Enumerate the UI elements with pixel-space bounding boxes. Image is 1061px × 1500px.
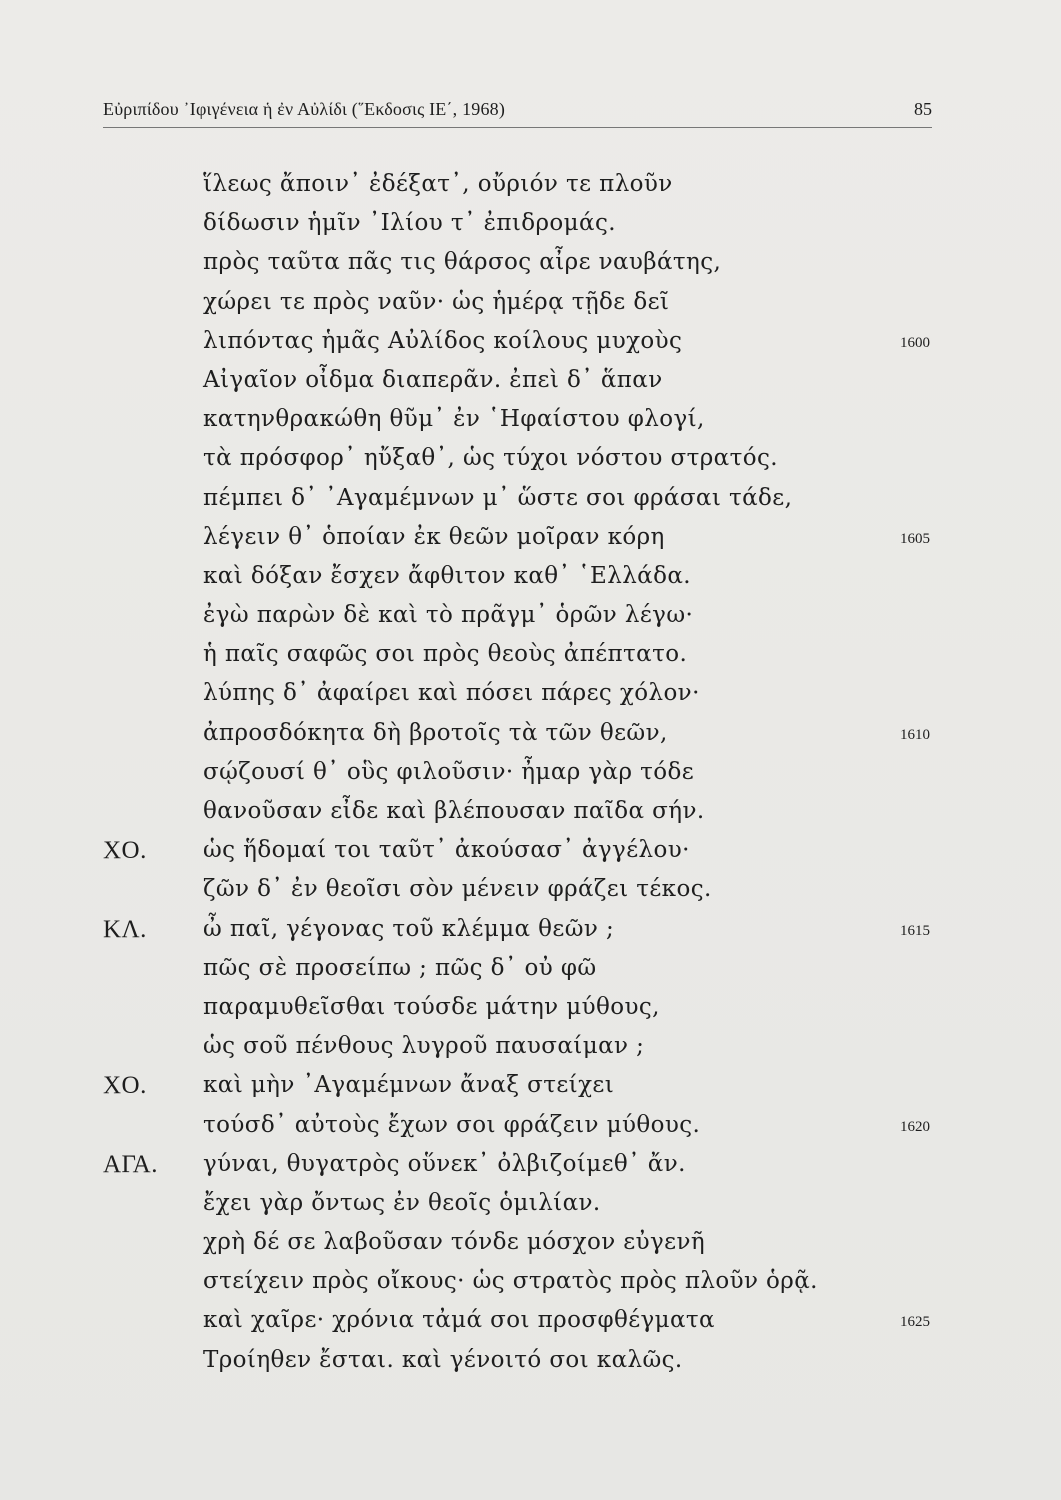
verse-line bbox=[103, 1106, 943, 1145]
verse-line bbox=[103, 1145, 943, 1184]
verse-line bbox=[103, 870, 943, 909]
verse-line bbox=[103, 204, 943, 243]
page-number: 85 bbox=[914, 99, 932, 119]
verse-line bbox=[103, 1301, 943, 1340]
verse-line bbox=[103, 714, 943, 753]
verse-line bbox=[103, 1262, 943, 1301]
speaker-label: ΚΛ. bbox=[103, 915, 147, 943]
verse-text: ἵλεως ἄποιν᾽ ἐδέξατ᾽, οὔριόν τε πλοῦν bbox=[203, 171, 673, 197]
verse-text: καὶ χαῖρε· χρόνια τἀμά σοι προσφθέγματα bbox=[203, 1307, 715, 1334]
line-number: 1605 bbox=[900, 530, 930, 547]
verse-text: καὶ μὴν ᾿Αγαμέμνων ἄναξ στείχει bbox=[203, 1072, 615, 1099]
verse-text: δίδωσιν ἡμῖν ᾿Ιλίου τ᾽ ἐπιδρομάς. bbox=[203, 210, 616, 237]
verse-text: τὰ πρόσφορ᾽ ηὔξαθ᾽, ὡς τύχοι νόστου στρατός. bbox=[203, 445, 778, 472]
verse-text: πρὸς ταῦτα πᾶς τις θάρσος αἶρε ναυβάτης, bbox=[203, 249, 722, 276]
verse-text: χρὴ δέ σε λαβοῦσαν τόνδε μόσχον εὐγενῆ bbox=[203, 1229, 706, 1256]
verse-line bbox=[103, 557, 943, 596]
verse-text: σῴζουσί θ᾽ οὓς φιλοῦσιν· ἦμαρ γὰρ τόδε bbox=[203, 758, 695, 785]
verse-line bbox=[103, 243, 943, 282]
verse-text: Αἰγαῖον οἶδμα διαπερᾶν. ἐπεὶ δ᾽ ἅπαν bbox=[203, 366, 663, 393]
verse-line bbox=[103, 753, 943, 792]
verse-line bbox=[103, 910, 943, 949]
verse-text: παραμυθεῖσθαι τούσδε μάτην μύθους, bbox=[203, 993, 660, 1020]
verse-text: ζῶν δ᾽ ἐν θεοῖσι σὸν μένειν φράζει τέκος. bbox=[203, 876, 712, 903]
verse-text: κατηνθρακώθη θῦμ᾽ ἐν ῾Ηφαίστου φλογί, bbox=[203, 406, 705, 433]
verse-text: ὡς σοῦ πένθους λυγροῦ παυσαίμαν ; bbox=[203, 1033, 645, 1060]
verse-text: ἀπροσδόκητα δὴ βροτοῖς τὰ τῶν θεῶν, bbox=[203, 719, 668, 746]
verse-text: λέγειν θ᾽ ὁποίαν ἐκ θεῶν μοῖραν κόρη bbox=[203, 523, 665, 550]
speaker-label: ΑΓΑ. bbox=[103, 1150, 158, 1178]
header-rule bbox=[103, 127, 932, 128]
running-header bbox=[103, 96, 932, 124]
verse-text: λιπόντας ἡμᾶς Αὐλίδος κοίλους μυχοὺς bbox=[203, 327, 683, 354]
line-number: 1615 bbox=[900, 922, 930, 939]
verse-line bbox=[103, 361, 943, 400]
speaker-label: ΧΟ. bbox=[103, 837, 147, 865]
verse-line bbox=[103, 674, 943, 713]
verse-text: λύπης δ᾽ ἀφαίρει καὶ πόσει πάρες χόλον· bbox=[203, 680, 700, 707]
verse-line bbox=[103, 1341, 943, 1380]
verse-text: πῶς σὲ προσείπω ; πῶς δ᾽ οὐ φῶ bbox=[203, 954, 597, 981]
line-number: 1600 bbox=[900, 334, 930, 351]
verse-text: ἐγὼ παρὼν δὲ καὶ τὸ πρᾶγμ᾽ ὁρῶν λέγω· bbox=[203, 602, 694, 629]
line-number: 1625 bbox=[900, 1314, 930, 1331]
verse-line bbox=[103, 518, 943, 557]
verse-text: καὶ δόξαν ἔσχεν ἄφθιτον καθ᾽ ῾Ελλάδα. bbox=[203, 562, 692, 589]
verse-text: θανοῦσαν εἶδε καὶ βλέπουσαν παῖδα σήν. bbox=[203, 798, 705, 824]
verse-line bbox=[103, 831, 943, 870]
speaker-label: ΧΟ. bbox=[103, 1072, 147, 1100]
verse-line bbox=[103, 283, 943, 322]
verse-line bbox=[103, 792, 943, 831]
verse-text: ὦ παῖ, γέγονας τοῦ κλέμμα θεῶν ; bbox=[203, 915, 615, 942]
verse-line bbox=[103, 1223, 943, 1262]
verse-line bbox=[103, 1184, 943, 1223]
verse-text: γύναι, θυγατρὸς οὕνεκ᾽ ὀλβιζοίμεθ᾽ ἄν. bbox=[203, 1150, 686, 1177]
verse-line bbox=[103, 635, 943, 674]
verse-text: χώρει τε πρὸς ναῦν· ὡς ἡμέρᾳ τῇδε δεῖ bbox=[203, 288, 670, 315]
verse-text: ἔχει γὰρ ὄντως ἐν θεοῖς ὁμιλίαν. bbox=[203, 1189, 601, 1216]
line-number: 1620 bbox=[900, 1118, 930, 1135]
verse-line bbox=[103, 439, 943, 478]
verse-text: ἡ παῖς σαφῶς σοι πρὸς θεοὺς ἀπέπτατο. bbox=[203, 641, 688, 668]
line-number: 1610 bbox=[900, 726, 930, 743]
verse-text: Τροίηθεν ἔσται. καὶ γένοιτό σοι καλῶς. bbox=[203, 1346, 683, 1373]
verse-text: ὡς ἥδομαί τοι ταῦτ᾽ ἀκούσασ᾽ ἀγγέλου· bbox=[203, 837, 690, 864]
verse-line bbox=[103, 949, 943, 988]
verse-line bbox=[103, 1027, 943, 1066]
verse-text: πέμπει δ᾽ ᾿Αγαμέμνων μ᾽ ὥστε σοι φράσαι τάδε, bbox=[203, 484, 793, 511]
verse-line bbox=[103, 1066, 943, 1105]
verse-text: στείχειν πρὸς οἴκους· ὡς στρατὸς πρὸς πλοῦν ὁρᾷ. bbox=[203, 1268, 818, 1295]
verse-line bbox=[103, 165, 943, 204]
verse-line bbox=[103, 400, 943, 439]
verse-text: τούσδ᾽ αὐτοὺς ἔχων σοι φράζειν μύθους. bbox=[203, 1111, 701, 1138]
verse-line bbox=[103, 596, 943, 635]
verse-line bbox=[103, 988, 943, 1027]
verse-line bbox=[103, 479, 943, 518]
running-title: Εὐριπίδου ᾿Ιφιγένεια ἡ ἐν Αὐλίδι (῞Εκδοσις ΙΕ΄, 1968) bbox=[103, 99, 506, 119]
verse-block bbox=[103, 165, 943, 1380]
verse-line bbox=[103, 322, 943, 361]
